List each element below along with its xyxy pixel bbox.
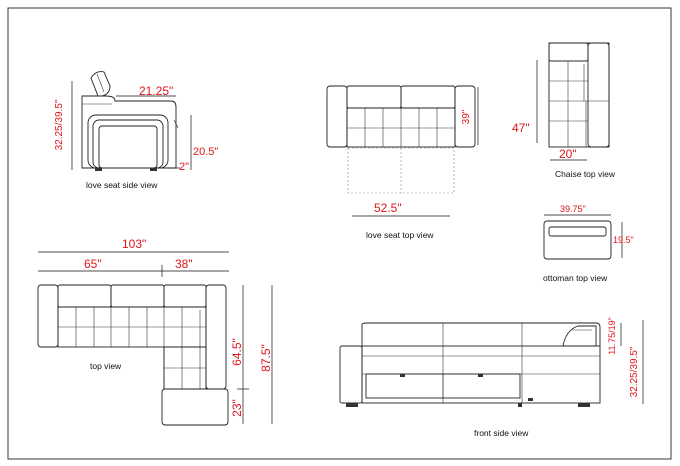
ottoman-depth-label: 19.5"	[613, 235, 634, 245]
side-height-label: 32.25/39.5"	[54, 99, 65, 151]
ottoman-top-caption: ottoman top view	[543, 273, 608, 283]
chaise-top-caption: Chaise top view	[555, 169, 616, 179]
front-back	[362, 323, 600, 346]
front-side-caption: front side view	[474, 428, 529, 438]
front-headrest-label: 11.75/19"	[607, 317, 617, 355]
chaise-width-label: 20"	[559, 147, 577, 161]
front-headrest	[563, 326, 596, 346]
sectional-top-view	[38, 237, 273, 425]
ottoman-width-label: 39.75"	[560, 204, 586, 214]
ottoman-depth-dim: 23"	[230, 399, 244, 417]
love-seat-side-caption: love seat side view	[86, 180, 158, 190]
side-width-label: 21.25"	[139, 84, 174, 98]
love-seat-top-caption: love seat top view	[366, 230, 434, 240]
side-seat-height-label: 20.5"	[193, 146, 219, 158]
extension-outline	[348, 148, 454, 193]
side-leg-label: 2"	[179, 161, 190, 173]
ottoman-top-view	[543, 204, 634, 283]
love-seat-side-view	[54, 72, 218, 190]
chaise-top-view	[512, 43, 616, 179]
top-depth-label: 39"	[461, 109, 472, 125]
left-section-label: 65"	[84, 257, 102, 271]
chaise-depth-label: 64.5"	[230, 338, 244, 366]
front-height-label: 32.25/39.5"	[629, 346, 640, 398]
right-section-label: 38"	[175, 257, 193, 271]
total-depth-label: 87.5"	[259, 344, 273, 372]
front-side-view	[340, 317, 643, 438]
side-body	[82, 96, 176, 168]
top-width-label: 52.5"	[374, 201, 402, 215]
sheet-border	[8, 8, 671, 459]
overall-width-label: 103"	[122, 237, 147, 251]
top-view-caption: top view	[90, 361, 122, 371]
chaise-length-label: 47"	[512, 121, 530, 135]
love-seat-top-view	[327, 86, 478, 240]
